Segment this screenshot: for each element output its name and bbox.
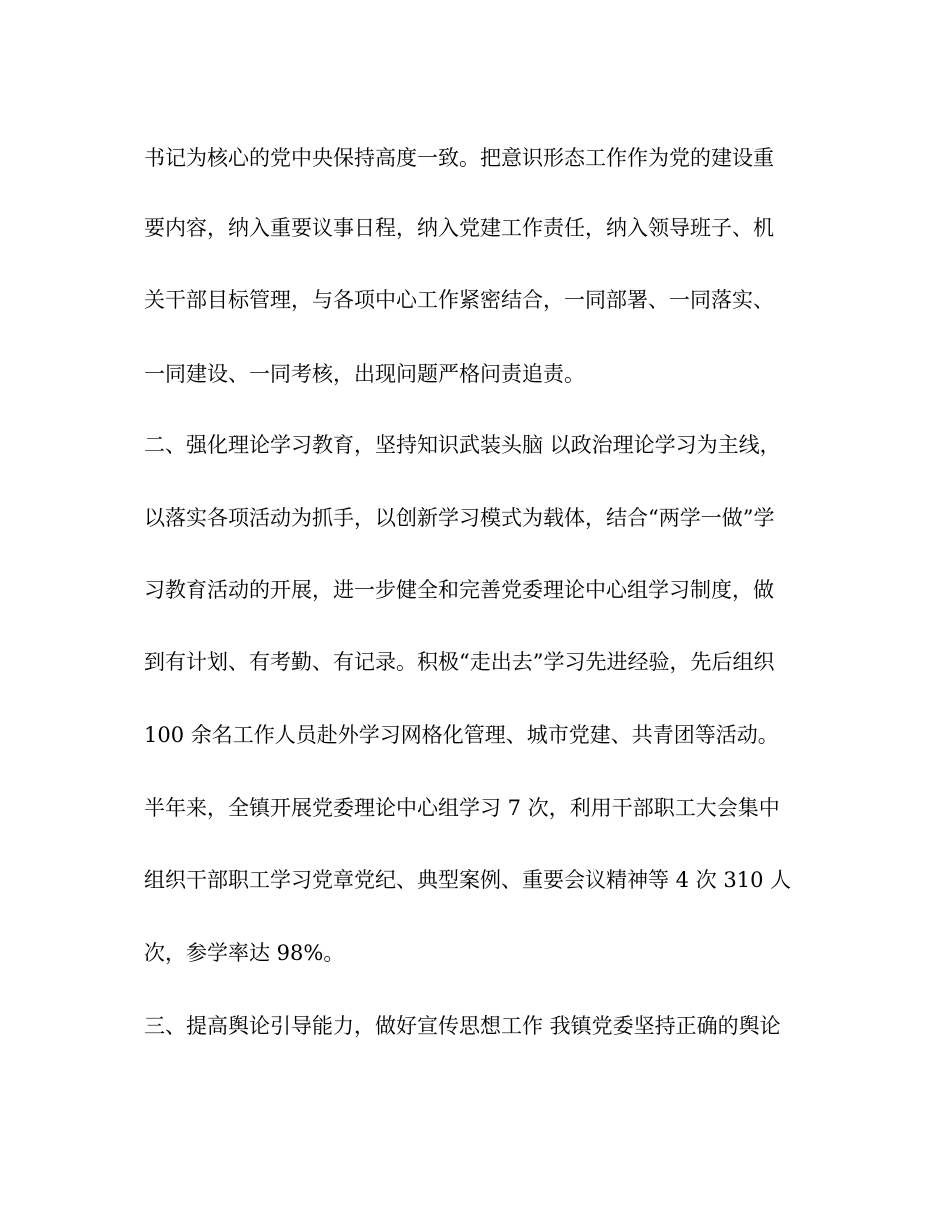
body-text-line-10: 半年来，全镇开展党委理论中心组学习 7 次，利用干部职工大会集中: [144, 796, 780, 820]
body-text-line-7: 习教育活动的开展，进一步健全和完善党委理论中心组学习制度，做: [144, 578, 774, 602]
body-text-line-9: 100 余名工作人员赴外学习网格化管理、城市党建、共青团等活动。: [144, 723, 779, 747]
section-heading-3: 三、提高舆论引导能力，做好宣传思想工作 我镇党委坚持正确的舆论: [144, 1014, 781, 1038]
body-text-line-6: 以落实各项活动为抓手，以创新学习模式为载体，结合“两学一做”学: [144, 506, 775, 530]
body-text-line-4: 一同建设、一同考核，出现问题严格问责追责。: [144, 362, 585, 386]
body-text-line-1: 书记为核心的党中央保持高度一致。把意识形态工作作为党的建设重: [144, 146, 774, 170]
body-text-line-11: 组织干部职工学习党章党纪、典型案例、重要会议精神等 4 次 310 人: [144, 868, 792, 892]
section-heading-2: 二、强化理论学习教育，坚持知识武装头脑 以政治理论学习为主线，: [144, 433, 781, 457]
body-text-line-8: 到有计划、有考勤、有记录。积极“走出去”学习先进经验，先后组织: [144, 650, 775, 674]
body-text-line-2: 要内容，纳入重要议事日程，纳入党建工作责任，纳入领导班子、机: [144, 216, 774, 240]
body-text-line-12: 次，参学率达 98%。: [144, 941, 345, 965]
body-text-line-3: 关干部目标管理，与各项中心工作紧密结合，一同部署、一同落实、: [144, 288, 774, 312]
